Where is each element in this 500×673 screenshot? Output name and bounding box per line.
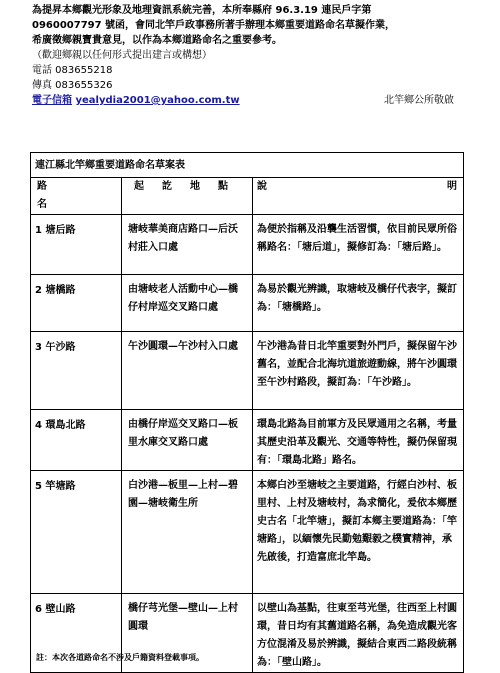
phone-line: 電話 083655218 <box>32 65 113 76</box>
header-road: 路名 <box>31 178 122 215</box>
road-desc-text: 環島北路為目前軍方及民眾通用之名稱，考量其歷史沿革及觀光、交通等特性，擬仍保留現有： <box>257 419 457 466</box>
table-row <box>31 215 464 275</box>
road-desc-text: 本鄉白沙至塘岐之主要道路，行經白沙村、板里村、上村及塘岐村，為求簡化，爰依本鄉歷史古名「北竿塘」，擬訂本鄉主要道路為：「竿塘路」，以緬懷先民勤勉艱毅之樸實精神，承先啟後，打造富庶北竿島。 <box>257 480 457 563</box>
road-range: 午沙圓環—午沙村入口處 <box>122 332 253 410</box>
road-desc-quote: 「塘橋路」。 <box>277 302 327 313</box>
road-desc <box>253 275 464 332</box>
header-desc-b: 明 <box>447 181 457 192</box>
road-range: 橋仔芎光堡—壁山—上村圓環 <box>122 594 253 673</box>
road-desc-text: 為便於指稱及沿襲生活習慣，依目前民眾所俗稱路名：「塘后道」，擬修訂為： <box>257 224 457 253</box>
table-row <box>31 471 464 594</box>
table-row <box>31 410 464 471</box>
road-name: 5 竿塘路 <box>31 471 122 594</box>
road-name: 3 午沙路 <box>31 332 122 410</box>
road-desc-quote: 「壁山路」。 <box>277 657 327 668</box>
road-range: 塘岐華美商店路口—后沃村莊入口處 <box>122 215 253 275</box>
table-header-row <box>31 178 464 215</box>
road-desc-text: 以壁山為基點，往東至芎光堡，往西至上村圓環，昔日均有其舊道路名稱，為免造成觀光客方位混淆及易於辨識，擬結合東西二路段統稱為： <box>257 603 457 668</box>
road-name: 6 壁山路 <box>31 594 122 673</box>
road-range: 由塘岐老人活動中心—橋仔村岸巡交叉路口處 <box>122 275 253 332</box>
table-title: 連江縣北竿鄉重要道路命名草案表 <box>31 153 464 178</box>
fax-line: 傳真 083655326 <box>32 80 113 91</box>
road-desc <box>253 594 464 673</box>
intro-line-2: 0960007797 號函，會同北竿戶政事務所著手辦理本鄉重要道路命名草擬作業， <box>32 20 396 31</box>
road-desc <box>253 332 464 410</box>
road-range: 由橋仔岸巡交叉路口—板里水庫交叉路口處 <box>122 410 253 471</box>
header-desc-a: 說 <box>257 181 267 192</box>
intro-line-1: 為提昇本鄉觀光形象及地理資訊系統完善，本所奉縣府 96.3.19 連民戶字第 <box>32 5 372 16</box>
email-link[interactable]: yealydia2001@yahoo.com.tw <box>75 95 240 106</box>
road-desc-text: 午沙港為昔日北竿重要對外門戶，擬保留午沙舊名，並配合北海坑道旅遊動線，將午沙圓環至午沙村路段，擬訂為： <box>257 341 457 388</box>
road-desc <box>253 215 464 275</box>
intro-line-4: （歡迎鄉親以任何形式提出建言或構想） <box>32 50 212 61</box>
header-range: 起訖地點 <box>122 178 253 215</box>
road-desc-quote: 「環島北路」路名。 <box>277 455 362 466</box>
table-title-row <box>31 153 464 178</box>
signature: 北竿鄉公所敬啟 <box>384 95 454 106</box>
road-name: 2 塘橋路 <box>31 275 122 332</box>
road-desc-quote: 「塘后路」。 <box>397 242 447 253</box>
road-desc-text: 為易於觀光辨識，取塘岐及橋仔代表字，擬訂為： <box>257 284 457 313</box>
road-naming-table <box>30 152 464 673</box>
email-label: 電子信箱 <box>32 95 72 106</box>
road-desc <box>253 471 464 594</box>
table-row <box>31 275 464 332</box>
road-range: 白沙港—板里—上村—碧園—塘岐衛生所 <box>122 471 253 594</box>
header-desc <box>253 178 464 215</box>
road-desc <box>253 410 464 471</box>
road-name: 4 環島北路 <box>31 410 122 471</box>
road-desc-quote: 「午沙路」。 <box>367 377 417 388</box>
footnote: 註：本次各道路命名不涉及戶籍資料登載事項。 <box>36 653 204 662</box>
intro-block <box>32 3 478 108</box>
table-row <box>31 332 464 410</box>
road-name: 1 塘后路 <box>31 215 122 275</box>
email-row <box>32 93 478 108</box>
intro-line-3: 希廣徵鄉親寶貴意見，以作為本鄉道路命名之重要參考。 <box>32 35 282 46</box>
